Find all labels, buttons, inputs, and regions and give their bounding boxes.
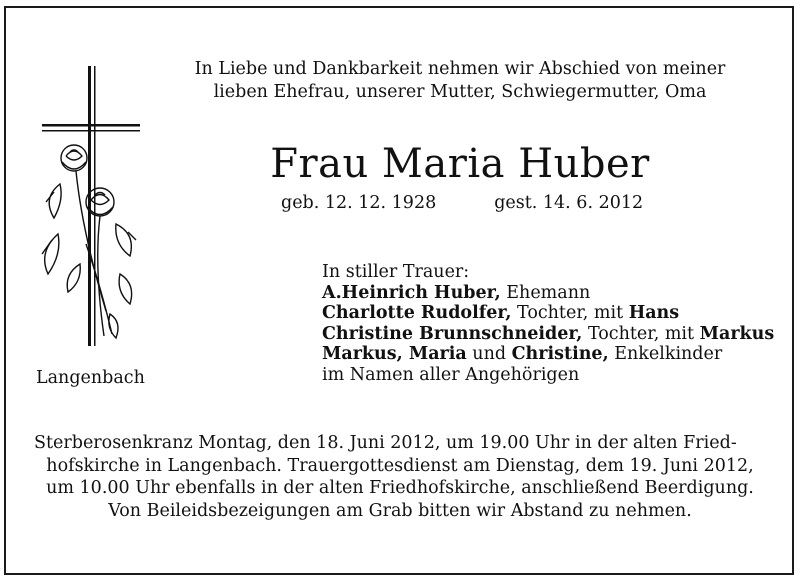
notice-line: Von Beileidsbezeigungen am Grab bitten wir Abstand zu nehmen. (108, 500, 692, 521)
death-date: gest. 14. 6. 2012 (494, 193, 644, 213)
mourner-relation: Enkelkinder (608, 344, 723, 364)
mourner-relation: Ehemann (500, 282, 591, 303)
mourner-name: A.Heinrich Huber, (322, 282, 501, 303)
mourner-name: Markus, Maria (322, 344, 467, 364)
intro-line: In Liebe und Dankbarkeit nehmen wir Abschied von meiner (194, 59, 726, 79)
mourner-relation: Tochter, mit (511, 303, 629, 323)
mourners-closing: im Namen aller Angehörigen (322, 364, 580, 385)
mourner-name: Charlotte Rudolfer, (322, 303, 512, 323)
cross-with-roses-illustration (30, 64, 150, 364)
mourner-conjunction: und (466, 344, 512, 364)
mourner-entry (322, 283, 782, 304)
notice-line: Sterberosenkranz Montag, den 18. Juni 2012, um 19.00 Uhr in der alten Fried- (34, 433, 737, 453)
life-dates (281, 191, 643, 215)
mourner-partner: Hans (628, 303, 680, 323)
mourner-name: Christine Brunnschneider, (322, 323, 583, 344)
mourner-entry (322, 344, 782, 365)
mourner-relation: Tochter, mit (582, 323, 700, 344)
mourner-name: Christine, (511, 344, 609, 364)
mourner-entry (322, 324, 782, 345)
intro-line: lieben Ehefrau, unserer Mutter, Schwiegermutter, Oma (213, 82, 707, 102)
place-name: Langenbach (36, 368, 145, 388)
deceased-name: Frau Maria Huber (270, 141, 650, 187)
birth-date: geb. 12. 12. 1928 (281, 193, 437, 213)
mourner-entry (322, 303, 782, 324)
service-notice (28, 432, 772, 522)
mourners-heading: In stiller Trauer: (322, 262, 470, 282)
notice-line: hofskirche in Langenbach. Trauergottesdienst am Dienstag, dem 19. Juni 2012, (46, 455, 754, 476)
mourners-list (322, 262, 782, 385)
mourner-partner: Markus (699, 323, 775, 344)
notice-line: um 10.00 Uhr ebenfalls in der alten Friedhofskirche, anschließend Beerdigung. (46, 478, 754, 498)
cross-icon (42, 66, 140, 346)
intro-text (160, 58, 760, 104)
